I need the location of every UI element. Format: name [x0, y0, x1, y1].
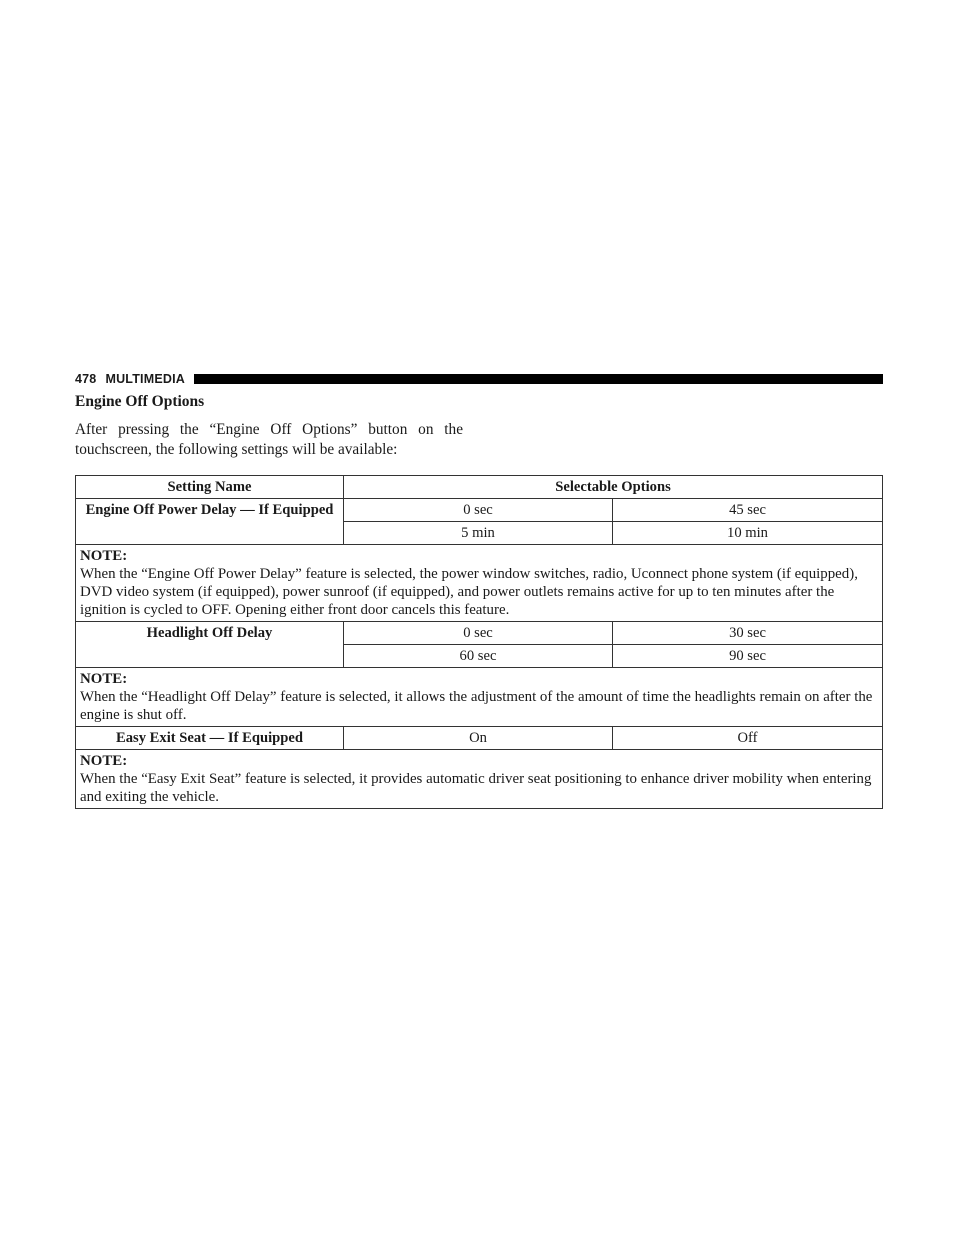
note-text: When the “Headlight Off Delay” feature is selected, it allows the adjustment of the amount of time the headlights remain on after the engine is shut off.	[80, 689, 873, 723]
page-header	[75, 372, 883, 386]
note-text: When the “Easy Exit Seat” feature is selected, it provides automatic driver seat positioning to enhance driver mobility when entering and exiting the vehicle.	[80, 771, 872, 805]
option-value: 60 sec	[344, 645, 613, 668]
note-row	[76, 668, 883, 727]
option-value: 90 sec	[613, 645, 883, 668]
header-setting-name: Setting Name	[76, 476, 344, 499]
option-value: Off	[613, 727, 883, 750]
table-row	[76, 499, 883, 522]
setting-name: Easy Exit Seat — If Equipped	[76, 727, 344, 750]
note-label: NOTE:	[80, 671, 128, 687]
note-label: NOTE:	[80, 753, 128, 769]
option-value: 0 sec	[344, 622, 613, 645]
table-row	[76, 622, 883, 645]
option-value: 10 min	[613, 522, 883, 545]
header-selectable-options: Selectable Options	[344, 476, 883, 499]
option-value: 45 sec	[613, 499, 883, 522]
note-cell	[76, 750, 883, 809]
note-text: When the “Engine Off Power Delay” feature is selected, the power window switches, radio, Uconnect phone system (if equipped), DVD video system (if equipped), power sunroof (if equipped), and power outlets remains active for up to ten minutes after the ignition is cycled to OFF. Opening either front door cancels this feature.	[80, 566, 858, 618]
intro-paragraph: After pressing the “Engine Off Options” button on the touchscreen, the following settings will be available:	[75, 421, 463, 458]
setting-name: Engine Off Power Delay — If Equipped	[76, 499, 344, 545]
note-label: NOTE:	[80, 548, 128, 564]
table-header-row	[76, 476, 883, 499]
table-row	[76, 727, 883, 750]
option-value: 5 min	[344, 522, 613, 545]
section-title: MULTIMEDIA	[105, 372, 186, 386]
heading-engine-off-options: Engine Off Options	[75, 393, 205, 410]
note-cell	[76, 668, 883, 727]
settings-table	[75, 475, 883, 809]
note-row	[76, 545, 883, 622]
note-cell	[76, 545, 883, 622]
note-row	[76, 750, 883, 809]
setting-name: Headlight Off Delay	[76, 622, 344, 668]
option-value: 0 sec	[344, 499, 613, 522]
header-rule	[194, 374, 883, 384]
option-value: 30 sec	[613, 622, 883, 645]
option-value: On	[344, 727, 613, 750]
page-number: 478	[75, 372, 97, 386]
